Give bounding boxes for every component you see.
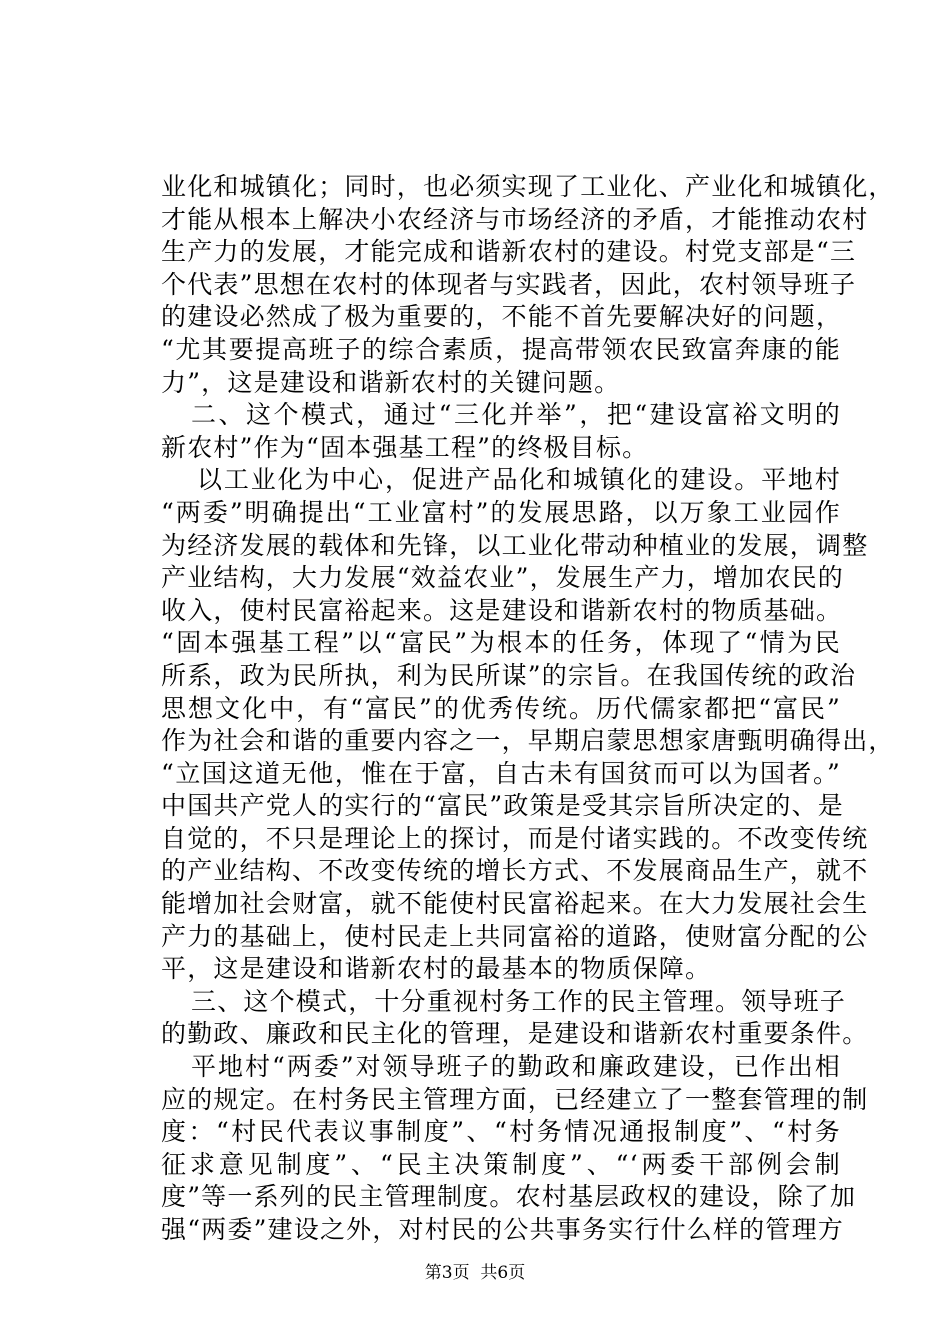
text-line: “两委”明确提出“工业富村”的发展思路，以万象工业园作 [161,497,841,527]
text-line: 三、这个模式，十分重视村务工作的民主管理。领导班子 [191,986,847,1016]
text-line: “尤其要提高班子的综合素质，提高带领农民致富奔康的能 [161,334,841,364]
text-line: 以工业化为中心，促进产品化和城镇化的建设。平地村 [197,465,841,495]
text-line: 所系，政为民所执，利为民所谋”的宗旨。在我国传统的政治 [161,660,857,690]
text-line: 业化和城镇化；同时，也必须实现了工业化、产业化和城镇化， [161,172,895,201]
text-line: 为经济发展的载体和先锋，以工业化带动种植业的发展，调整 [161,530,869,560]
text-line: “固本强基工程”以“富民”为根本的任务，体现了“情为民 [161,628,841,658]
text-line: 平，这是建设和谐新农村的最基本的物质保障。 [161,954,712,984]
text-line: 力”，这是建设和谐新农村的关键问题。 [161,367,621,397]
page-footer: 第3页 共6页 [424,1263,526,1283]
text-line: 的勤政、廉政和民主化的管理，是建设和谐新农村重要条件。 [161,1019,869,1049]
text-line: 自觉的，不只是理论上的探讨，而是付诸实践的。不改变传统 [161,823,869,853]
text-line: 产业结构，大力发展“效益农业”，发展生产力，增加农民的 [161,563,844,593]
text-line: 产力的基础上，使村民走上共同富裕的道路，使财富分配的公 [161,921,869,951]
text-line: 思想文化中，有“富民”的优秀传统。历代儒家都把“富民” [161,693,841,723]
text-line: 征求意见制度”、“民主决策制度”、“‘两委干部例会制 [161,1149,841,1179]
text-line: 能增加社会财富，就不能使村民富裕起来。在大力发展社会生 [161,889,869,919]
text-line: 度”等一系列的民主管理制度。农村基层政权的建设，除了加 [161,1182,857,1212]
text-line: 平地村“两委”对领导班子的勤政和廉政建设，已作出相 [191,1052,841,1082]
text-line: 二、这个模式，通过“三化并举”，把“建设富裕文明的 [191,400,841,430]
text-line: 中国共产党人的实行的“富民”政策是受其宗旨所决定的、是 [161,791,844,821]
text-line: “立国这道无他，惟在于富，自古未有国贫而可以为国者。” [161,758,841,788]
text-line: 作为社会和谐的重要内容之一，早期启蒙思想家唐甄明确得出， [161,726,895,756]
text-line: 收入，使村民富裕起来。这是建设和谐新农村的物质基础。 [161,595,843,625]
text-line: 的产业结构、不改变传统的增长方式、不发展商品生产，就不 [161,856,869,886]
body-text [161,171,895,1247]
text-line: 的建设必然成了极为重要的，不能不首先要解决好的问题， [161,302,843,332]
text-line: 生产力的发展，才能完成和谐新农村的建设。村党支部是“三 [161,237,857,267]
text-line: 才能从根本上解决小农经济与市场经济的矛盾，才能推动农村 [161,204,869,234]
text-line: 个代表”思想在农村的体现者与实践者，因此，农村领导班子 [161,269,857,299]
text-line: 度：“村民代表议事制度”、“村务情况通报制度”、“村务 [161,1117,841,1147]
text-line: 强“两委”建设之外，对村民的公共事务实行什么样的管理方 [161,1215,844,1244]
text-line: 应的规定。在村务民主管理方面，已经建立了一整套管理的制 [161,1084,869,1114]
text-line: 新农村”作为“固本强基工程”的终极目标。 [161,432,649,462]
